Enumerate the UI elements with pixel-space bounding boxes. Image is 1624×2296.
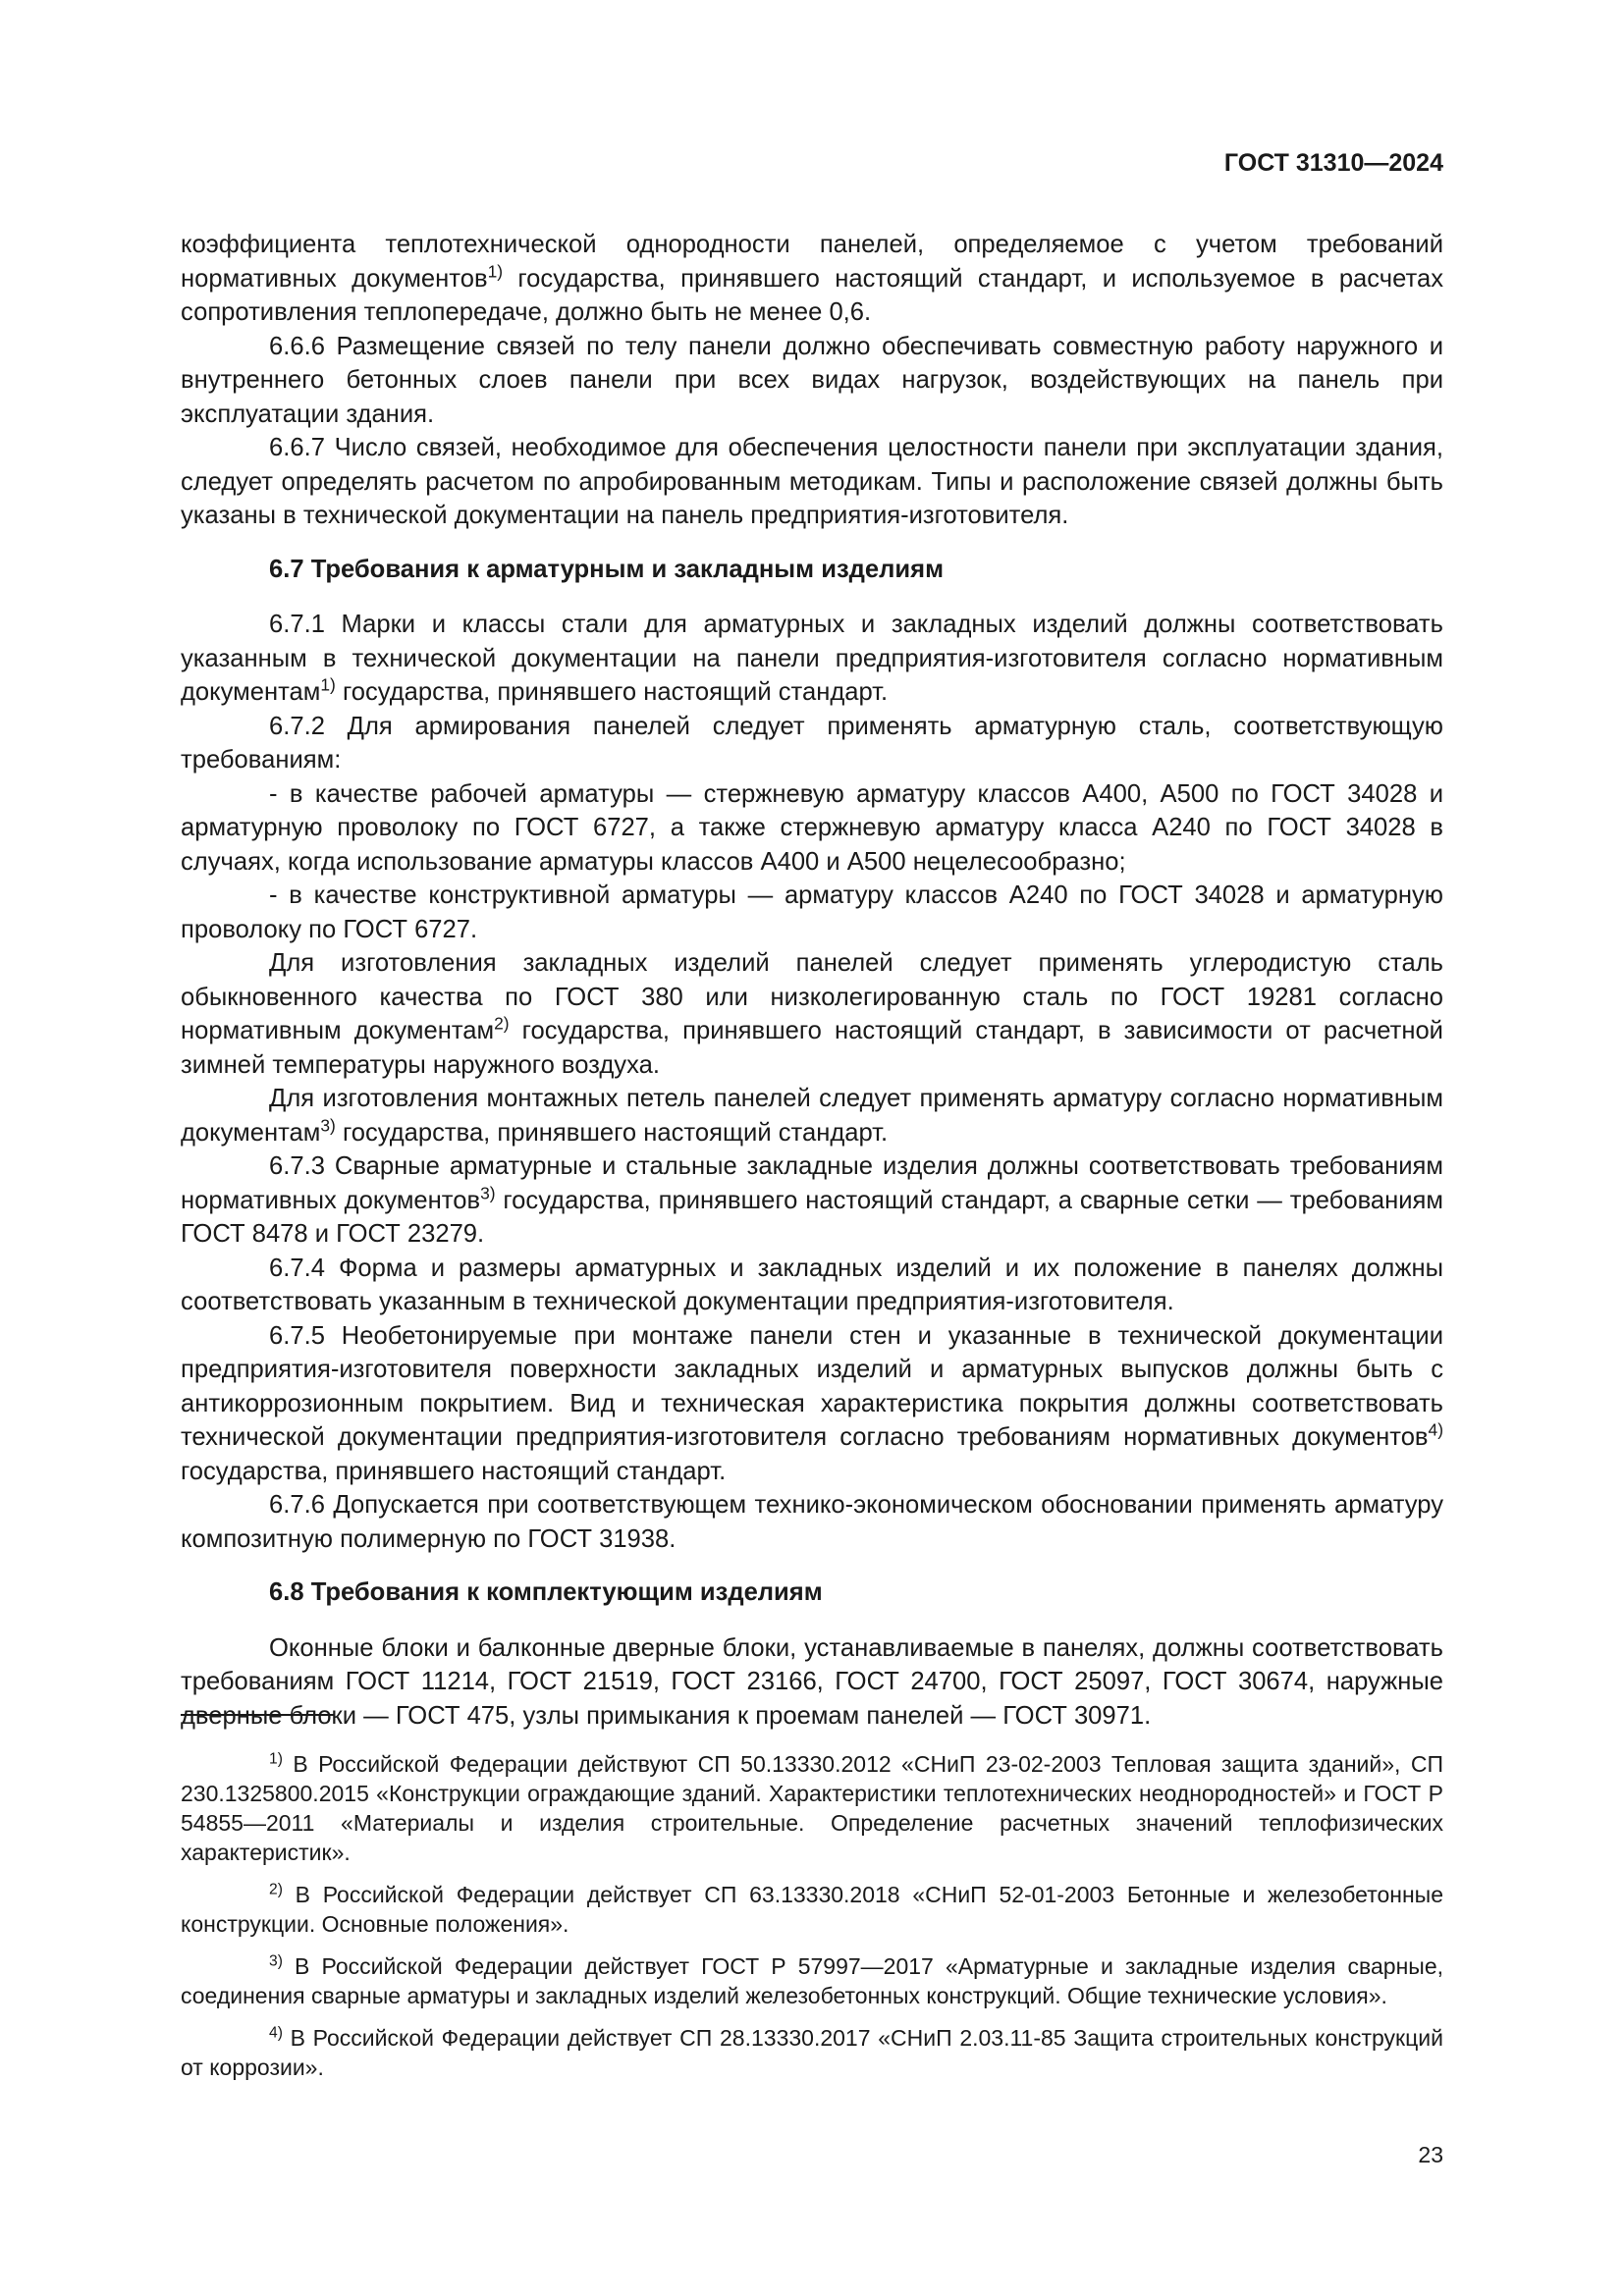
paragraph-6-7-2: 6.7.2 Для армирования панелей следует применять арматурную сталь, соответствующую требованиям:	[181, 712, 1443, 774]
footnote-2: $^{2)}$ В Российской Федерации действует СП 63.13330.2018 «СНиП 52-01-2003 Бетонные и железобетонные конструкции. Основные положения».	[181, 1881, 1443, 1937]
paragraph-6-7-4: 6.7.4 Форма и размеры арматурных и закладных изделий и их положение в панелях должны соответствовать указанным в технической документации предприятия-изготовителя.	[181, 1254, 1443, 1315]
footnote-separator	[181, 1714, 334, 1716]
footnote-marker: 1)	[269, 1750, 283, 1768]
document-header-id: ГОСТ 31310—2024	[1223, 149, 1443, 177]
paragraph-6-6-6: 6.6.6 Размещение связей по телу панели должно обеспечивать совместную работу наружного и внутреннего бетонных слоев панели при всех видах нагрузок, воздействующих на панель при эксплуатации здания.	[181, 332, 1443, 428]
paragraph-6-7-6: 6.7.6 Допускается при соответствующем технико-экономическом обосновании применять арматуру композитную полимерную по ГОСТ 31938.	[181, 1491, 1443, 1553]
footnote-ref: 1)	[320, 674, 336, 695]
paragraph-6-8: Оконные блоки и балконные дверные блоки, устанавливаемые в панелях, должны соответствовать требованиям ГОСТ 11214, ГОСТ 21519, ГОСТ 23166, ГОСТ 24700, ГОСТ 25097, ГОСТ 30674, наружные дверные блоки — ГОСТ 475, узлы примыкания к проемам панелей — ГОСТ 30971.	[181, 1633, 1443, 1730]
footnote-ref: 3)	[480, 1182, 496, 1202]
footnote-ref: 2)	[494, 1013, 510, 1034]
footnote-ref: 3)	[320, 1114, 336, 1135]
paragraph-6-6-7: 6.6.7 Число связей, необходимое для обеспечения целостности панели при эксплуатации здания, следует определять расчетом по апробированным методикам. Типы и расположение связей должны быть указаны в технической документации на панель предприятия-изготовителя.	[181, 434, 1443, 529]
paragraph-continuation: коэффициента теплотехнической однородности панелей, определяемое с учетом требований нормативных документов$^{1)}$ государства, принявшего настоящий стандарт, и используемое в расчетах сопротивления теплопередаче, должно быть не менее 0,6.	[181, 231, 1443, 326]
footnote-1: $^{1)}$ В Российской Федерации действуют СП 50.13330.2012 «СНиП 23-02-2003 Тепловая защита зданий», СП 230.1325800.2015 «Конструкции ограждающие зданий. Характеристики теплотехнических неоднородностей» и ГОСТ Р 54855—2011 «Материалы и изделия строительные. Определение расчетных значений теплофизических характеристик».	[181, 1750, 1443, 1865]
list-item: - в качестве конструктивной арматуры — арматуру классов А240 по ГОСТ 34028 и арматурную проволоку по ГОСТ 6727.	[181, 881, 1443, 943]
list-item: - в качестве рабочей арматуры — стержневую арматуру классов А400, А500 по ГОСТ 34028 и арматурную проволоку по ГОСТ 6727, а также стержневую арматуру класса А240 по ГОСТ 34028 в случаях, когда использование арматуры классов А400 и А500 нецелесообразно;	[181, 779, 1443, 876]
footnote-ref: 4)	[1428, 1419, 1443, 1440]
section-heading-6-7: 6.7 Требования к арматурным и закладным изделиям	[269, 555, 945, 583]
paragraph-mounting-loops: Для изготовления монтажных петель панелей следует применять арматуру согласно нормативным документам$^{3)}$ государства, принявшего настоящий стандарт.	[181, 1085, 1443, 1147]
footnote-marker: 3)	[269, 1952, 283, 1970]
paragraph-embedded-parts: Для изготовления закладных изделий панелей следует применять углеродистую сталь обыкновенного качества по ГОСТ 380 или низколегированную сталь по ГОСТ 19281 согласно нормативным документам$^{2)}$ государства, принявшего настоящий стандарт, в зависимости от расчетной зимней температуры наружного воздуха.	[181, 949, 1443, 1079]
footnote-4: $^{4)}$ В Российской Федерации действует СП 28.13330.2017 «СНиП 2.03.11-85 Защита строительных конструкций от коррозии».	[181, 2024, 1443, 2080]
footnote-3: $^{3)}$ В Российской Федерации действует ГОСТ Р 57997—2017 «Арматурные и закладные изделия сварные, соединения сварные арматуры и закладных изделий железобетонных конструкций. Общие технические условия».	[181, 1952, 1443, 2008]
main-content	[181, 228, 1443, 1733]
section-heading-6-8: 6.8 Требования к комплектующим изделиям	[269, 1578, 823, 1606]
paragraph-6-7-5: 6.7.5 Необетонируемые при монтаже панели стен и указанные в технической документации предприятия-изготовителя поверхности закладных изделий и арматурных выпусков должны быть с антикоррозионным покрытием. Вид и техническая характеристика покрытия должны соответствовать технической документации предприятия-изготовителя согласно требованиям нормативных документов$^{4)}$ государства, принявшего настоящий стандарт.	[181, 1321, 1443, 1485]
footnote-ref: 1)	[487, 260, 504, 281]
paragraph-6-7-1: 6.7.1 Марки и классы стали для арматурных и закладных изделий должны соответствовать указанным в технической документации на панели предприятия-изготовителя согласно нормативным документам$^{1)}$ государства, принявшего настоящий стандарт.	[181, 611, 1443, 706]
paragraph-6-7-3: 6.7.3 Сварные арматурные и стальные закладные изделия должны соответствовать требованиям нормативных документов$^{3)}$ государства, принявшего настоящий стандарт, а сварные сетки — требованиям ГОСТ 8478 и ГОСТ 23279.	[181, 1152, 1443, 1248]
footnote-marker: 4)	[269, 2024, 283, 2042]
footnotes	[181, 1749, 1443, 2095]
page-number: 23	[1418, 2142, 1443, 2167]
footnote-marker: 2)	[269, 1881, 283, 1898]
